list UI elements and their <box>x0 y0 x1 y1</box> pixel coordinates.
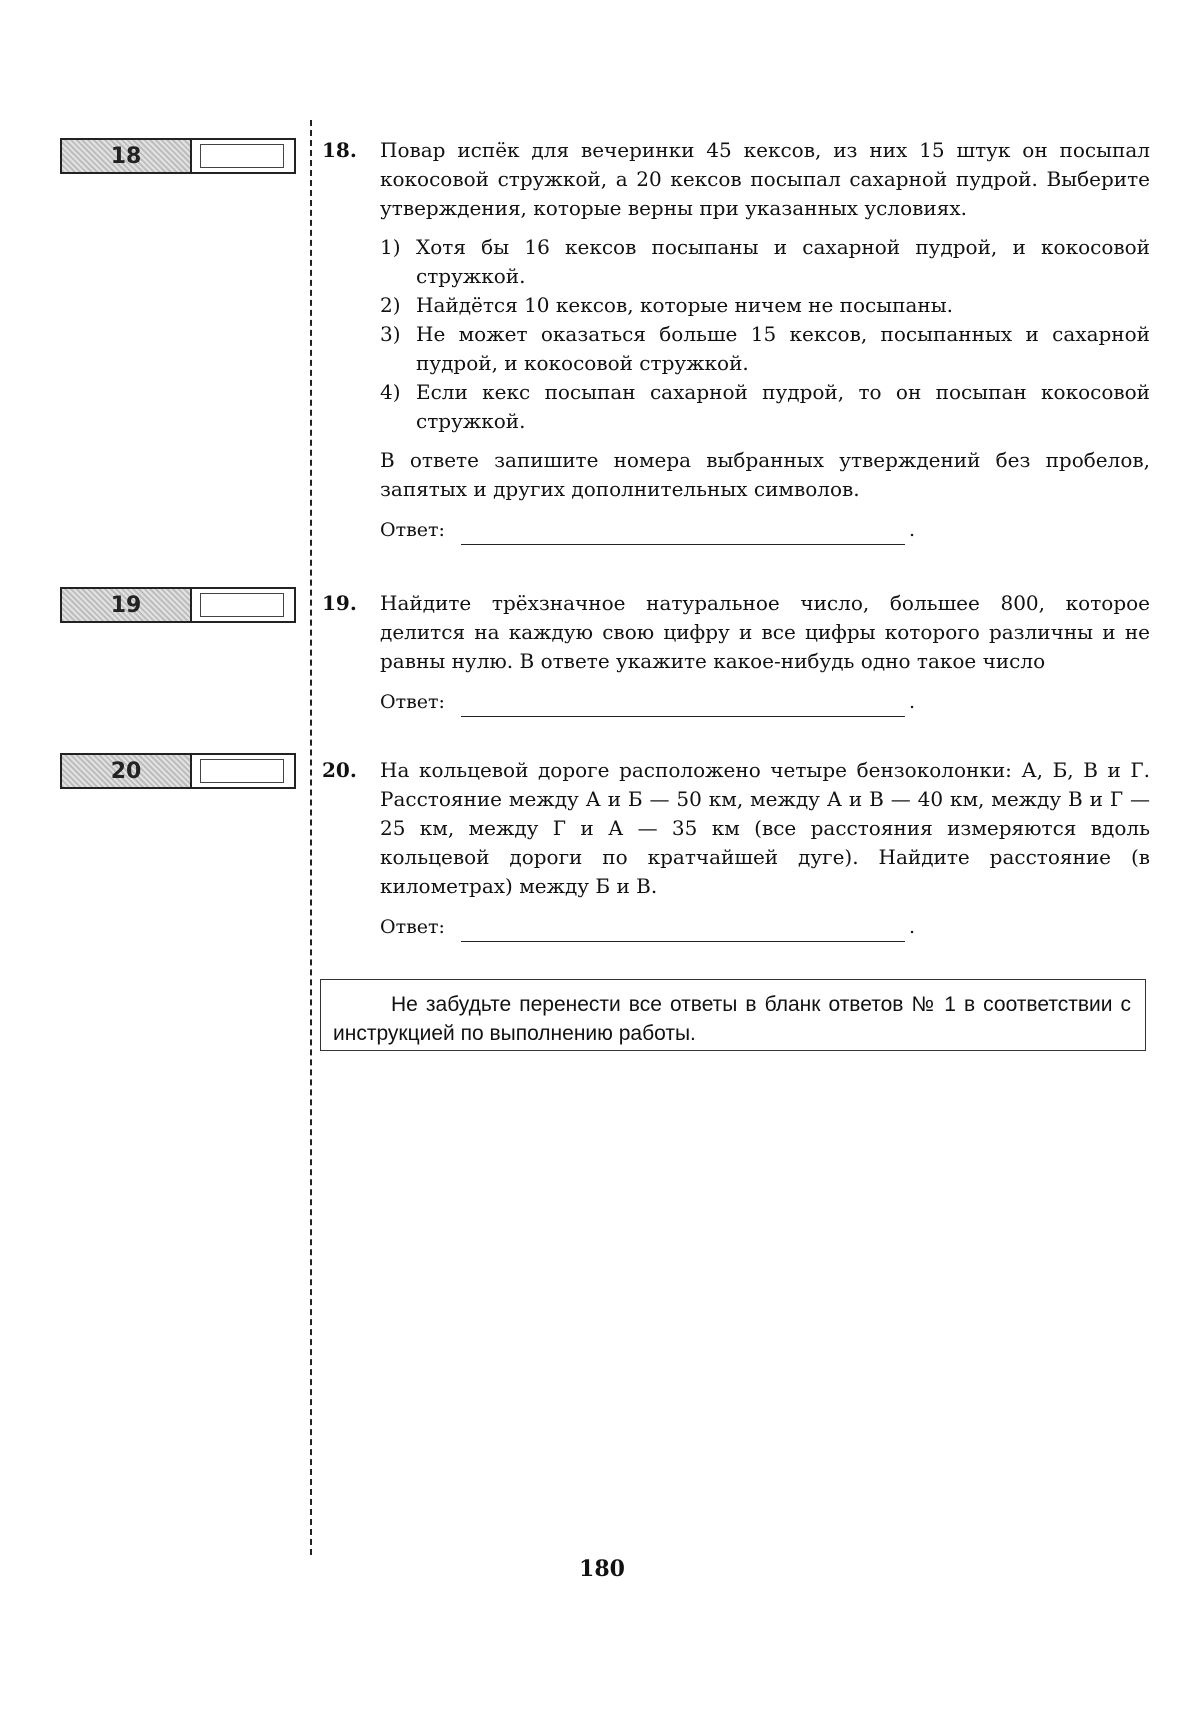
cut-line <box>310 120 312 1555</box>
problem-statement: На кольцевой дороге расположено четыре бензоколонки: А, Б, В и Г. Расстояние между А и Б — 50 км, между А и В — 40 км, между В и Г — 25 км, между Г и А — 35 км (все расстояния измеряются вдоль кольцевой дороги по кратчайшей дуге). Найдите расстояние (в километрах) между Б и В. <box>380 758 1150 898</box>
reminder-box: Не забудьте перенести все ответы в бланк ответов № 1 в соответствии с инструкцией по выполнению работы. <box>320 979 1146 1051</box>
answer-label: Ответ: <box>380 691 445 713</box>
problem-20 <box>320 756 1150 942</box>
answer-blank[interactable] <box>461 524 905 545</box>
answer-line: Ответ: . <box>380 913 1150 942</box>
list-item: 2) Найдётся 10 кексов, которые ничем не посыпаны. <box>380 293 954 317</box>
answer-box-number: 20 <box>62 755 192 787</box>
answer-label: Ответ: <box>380 519 445 541</box>
answer-box-number: 19 <box>62 589 192 621</box>
page-number: 180 <box>579 1556 625 1582</box>
problem-number: 19. <box>322 591 357 615</box>
answer-box-field[interactable] <box>200 593 284 617</box>
problem-number: 20. <box>322 758 357 782</box>
answer-blank[interactable] <box>461 921 905 942</box>
answer-instruction: В ответе запишите номера выбранных утверждений без пробелов, запятых и других дополнительных символов. <box>380 448 1150 501</box>
answer-box-field[interactable] <box>200 144 284 168</box>
answer-blank[interactable] <box>461 696 905 717</box>
problem-19 <box>320 589 1150 717</box>
answer-box-19 <box>60 587 296 623</box>
problem-number: 18. <box>322 138 357 162</box>
answer-box-20 <box>60 753 296 789</box>
answer-label: Ответ: <box>380 916 445 938</box>
answer-box-field[interactable] <box>200 759 284 783</box>
problem-statement: Найдите трёхзначное натуральное число, большее 800, которое делится на каждую свою цифру и все цифры которого различны и не равны нулю. В ответе укажите какое-нибудь одно такое число <box>380 591 1150 673</box>
list-item: 3) Не может оказаться больше 15 кексов, посыпанных и сахарной пудрой, и кокосовой стружкой. <box>380 322 1150 375</box>
list-item: 1) Хотя бы 16 кексов посыпаны и сахарной пудрой, и кокосовой стружкой. <box>380 235 1150 288</box>
answer-box-18 <box>60 138 296 174</box>
statement-list <box>380 233 1150 436</box>
problem-statement: Повар испёк для вечеринки 45 кексов, из них 15 штук он посыпал кокосовой стружкой, а 20 кексов посыпал сахарной пудрой. Выберите утверждения, которые верны при указанных условиях. <box>380 138 1150 220</box>
answer-line: Ответ: . <box>380 688 1150 717</box>
answer-line: Ответ: . <box>380 516 1150 545</box>
list-item: 4) Если кекс посыпан сахарной пудрой, то он посыпан кокосовой стружкой. <box>380 380 1150 433</box>
answer-box-number: 18 <box>62 140 192 172</box>
problem-18 <box>320 136 1150 545</box>
